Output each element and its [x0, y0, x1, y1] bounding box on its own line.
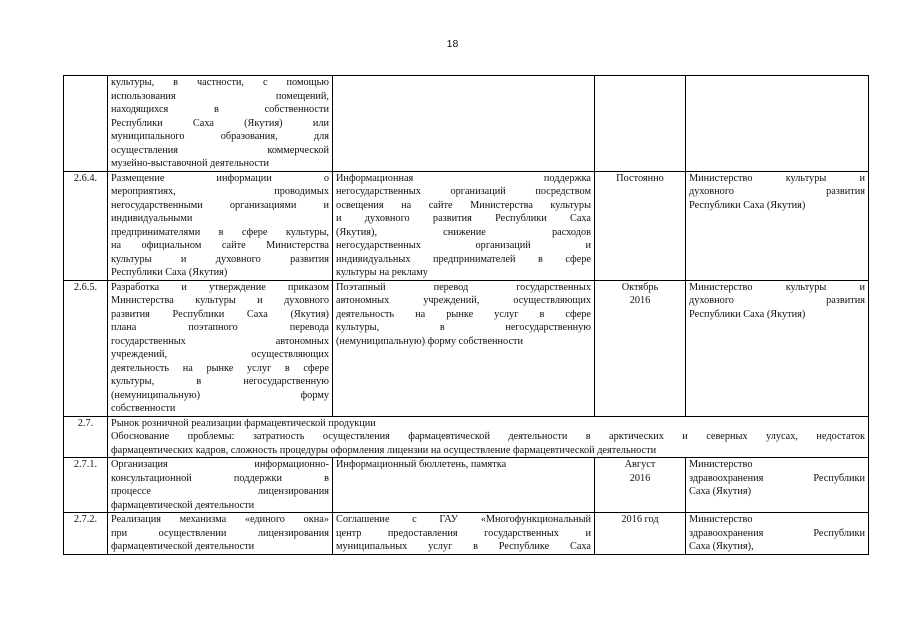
activity-line: Республики Саха (Якутия) [111, 267, 228, 278]
activity-line: культуры и духовного развития [111, 253, 329, 265]
activity-line: мероприятиях, проводимых [111, 186, 329, 197]
result-line: (Якутия), снижение расходов [336, 226, 591, 238]
activity-line: консультационной поддержки в [111, 472, 329, 484]
activity-line: муниципального образования, для [111, 131, 329, 142]
activity-line: Республики Саха (Якутия) или [111, 117, 329, 129]
responsible-cell [686, 280, 869, 416]
row-number: 2.7.2. [64, 513, 108, 555]
activity-line: осуществления коммерческой [111, 144, 329, 156]
responsible-cell [686, 458, 869, 513]
responsible-line: здравоохранения Республики [689, 472, 865, 484]
result-line: Информационная поддержка [336, 172, 591, 184]
activity-line: государственных автономных [111, 335, 329, 347]
activity-line: учреждений, осуществляющих [111, 349, 329, 360]
term-cell [595, 76, 686, 172]
activity-line: музейно-выставочной деятельности [111, 158, 269, 169]
activity-line: плана поэтапного перевода [111, 322, 329, 333]
action-plan-table [63, 75, 869, 555]
result-line: Соглашение с ГАУ «Многофункциональный [336, 514, 591, 525]
activity-line: Разработка и утверждение приказом [111, 281, 329, 293]
section-title: Рынок розничной реализации фармацевтической продукции [111, 417, 376, 429]
table-row-2-7-2 [64, 513, 869, 555]
activity-line: при осуществлении лицензирования [111, 527, 329, 539]
activity-line: Организация информационно- [111, 459, 329, 470]
activity-line: собственности [111, 403, 176, 414]
activity-line: культуры, в негосударственную [111, 376, 329, 387]
term-cell: Постоянно [595, 171, 686, 280]
table-row-2-7-1 [64, 458, 869, 513]
section-number: 2.7. [64, 416, 108, 458]
result-line: индивидуальных предпринимателей в сфере [336, 253, 591, 265]
responsible-line: Министерство культуры и [689, 281, 865, 293]
responsible-line: Министерство [689, 459, 753, 470]
result-line: (немуниципальную) форму собственности [336, 335, 524, 347]
responsible-line: Саха (Якутия) [689, 486, 752, 497]
term-line: 2016 [629, 472, 651, 484]
activity-cell [108, 458, 333, 513]
activity-line: негосударственными организациями и [111, 199, 329, 211]
responsible-cell [686, 171, 869, 280]
activity-line: Министерства культуры и духовного [111, 295, 329, 306]
row-number: 2.6.4. [64, 171, 108, 280]
result-line: негосударственных организаций посредством [336, 186, 591, 197]
term-line: 2016 год [621, 514, 659, 525]
result-line: центр предоставления государственных и [336, 527, 591, 539]
row-number: 2.7.1. [64, 458, 108, 513]
result-line: Поэтапный перевод государственных [336, 281, 591, 293]
activity-line: фармацевтической деятельности [111, 541, 255, 552]
activity-line: культуры, в частности, с помощью [111, 77, 329, 88]
activity-line: процессе лицензирования [111, 486, 329, 497]
activity-cell [108, 280, 333, 416]
activity-line: (немуниципальную) форму [111, 389, 329, 401]
result-line: негосударственных организаций и [336, 240, 591, 251]
row-number: 2.6.5. [64, 280, 108, 416]
row-number [64, 76, 108, 172]
activity-line: Размещение информации о [111, 172, 329, 184]
result-line: автономных учреждений, осуществляющих [336, 295, 591, 306]
term-cell [595, 458, 686, 513]
result-line: освещения на сайте Министерства культуры [336, 199, 591, 211]
activity-line: фармацевтической деятельности [111, 499, 255, 511]
responsible-line: здравоохранения Республики [689, 527, 865, 539]
activity-line: Реализация механизма «единого окна» [111, 514, 329, 525]
activity-line: развития Республики Саха (Якутия) [111, 308, 329, 320]
term-line: 2016 [629, 295, 651, 306]
responsible-line: духовного развития [689, 186, 865, 197]
responsible-line: Саха (Якутия), [689, 541, 754, 552]
activity-cell [108, 171, 333, 280]
section-cell [108, 416, 869, 458]
table-row-continuation [64, 76, 869, 172]
result-line: культуры на рекламу [336, 267, 428, 278]
table-row-2-6-4 [64, 171, 869, 280]
activity-cell [108, 513, 333, 555]
section-justification: фармацевтических кадров, сложность процедуры оформления лицензии на осуществление фармацевтической деятельности [111, 444, 657, 456]
result-line: культуры, в негосударственную [336, 322, 591, 333]
activity-line: деятельность на рынке услуг в сфере [111, 362, 329, 374]
responsible-line: Республики Саха (Якутия) [689, 199, 806, 211]
table-row-2-6-5 [64, 280, 869, 416]
result-cell [333, 458, 595, 513]
result-line: Информационный бюллетень, памятка [336, 459, 507, 470]
section-justification: Обоснование проблемы: затратность осуществления фармацевтической деятельности в арктических и северных улусах, недостаток [111, 431, 865, 442]
result-cell [333, 171, 595, 280]
result-line: и духовного развития Республики Саха [336, 213, 591, 224]
table-body [64, 76, 869, 555]
responsible-line: Республики Саха (Якутия) [689, 308, 806, 320]
result-line: деятельность на рынке услуг в сфере [336, 308, 591, 320]
term-cell [595, 513, 686, 555]
activity-line: использования помещений, [111, 90, 329, 102]
table-row-section-2-7 [64, 416, 869, 458]
result-cell [333, 76, 595, 172]
responsible-line: Министерство культуры и [689, 172, 865, 184]
activity-line: индивидуальными [111, 213, 193, 224]
responsible-line: духовного развития [689, 295, 865, 306]
responsible-cell [686, 513, 869, 555]
responsible-cell [686, 76, 869, 172]
term-line: Октябрь [621, 281, 659, 293]
term-cell [595, 280, 686, 416]
activity-line: предпринимателями в сфере культуры, [111, 226, 329, 238]
result-cell [333, 280, 595, 416]
activity-cell [108, 76, 333, 172]
result-line: муниципальных услуг в Республике Саха [336, 541, 591, 552]
result-cell [333, 513, 595, 555]
term-line: Август [624, 459, 656, 470]
responsible-line: Министерство [689, 514, 753, 525]
page-number: 18 [446, 38, 459, 50]
activity-line: на официальном сайте Министерства [111, 240, 329, 251]
activity-line: находящихся в собственности [111, 104, 329, 115]
